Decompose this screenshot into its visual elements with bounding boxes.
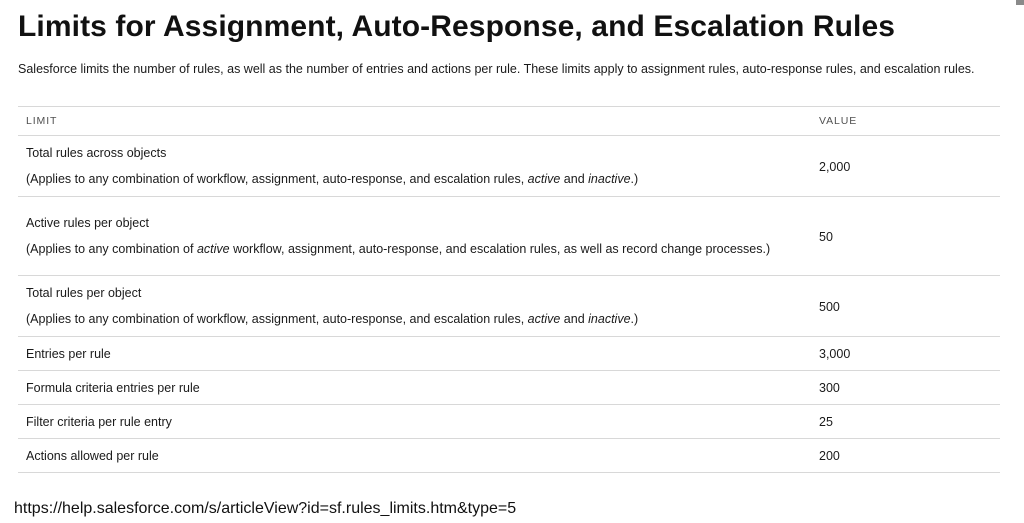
value-cell: 2,000 [811,136,1000,197]
limit-name: Active rules per object [26,216,149,230]
value-cell: 500 [811,276,1000,337]
table-row [18,371,1000,405]
table-row [18,439,1000,473]
note-text: (Applies to any combination of [26,242,197,256]
table-row [18,136,1000,197]
note-text: .) [630,312,639,326]
corner-mark [1016,0,1024,5]
note-text: and [560,312,589,326]
limit-name: Total rules per object [26,286,142,300]
limit-cell [18,136,811,197]
value-cell: 200 [811,439,1000,473]
limit-cell [18,276,811,337]
limits-table [18,106,1000,473]
table-row [18,337,1000,371]
value-cell: 300 [811,371,1000,405]
limit-name: Formula criteria entries per rule [18,371,811,405]
note-emphasis: active [527,172,561,186]
table-row [18,405,1000,439]
note-text: and [560,172,589,186]
value-cell: 25 [811,405,1000,439]
limit-note [26,311,811,328]
note-emphasis: inactive [588,312,631,326]
note-text: (Applies to any combination of workflow, assignment, auto-response, and escalation rules, [26,312,528,326]
note-text: workflow, assignment, auto-response, and escalation rules, as well as record change processes.) [229,242,771,256]
table-row [18,276,1000,337]
limit-name: Total rules across objects [26,146,167,160]
note-emphasis: active [196,242,230,256]
value-cell: 50 [811,197,1000,276]
note-emphasis: active [527,312,561,326]
column-header-limit: LIMIT [18,107,811,136]
limit-note [26,241,811,258]
limit-name: Filter criteria per rule entry [18,405,811,439]
source-url: https://help.salesforce.com/s/articleView?id=sf.rules_limits.htm&type=5 [14,500,517,517]
note-emphasis: inactive [588,172,631,186]
limit-name: Actions allowed per rule [18,439,811,473]
column-header-value: VALUE [811,107,1000,136]
value-cell: 3,000 [811,337,1000,371]
limit-note [26,171,811,188]
limit-name: Entries per rule [18,337,811,371]
intro-paragraph: Salesforce limits the number of rules, as well as the number of entries and actions per rule. These limits apply to assignment rules, auto-response rules, and escalation rules. [18,62,975,76]
note-text: .) [630,172,639,186]
page-title: Limits for Assignment, Auto-Response, and Escalation Rules [18,10,896,43]
table-row [18,197,1000,276]
limit-cell [18,197,811,276]
table-header-row [18,107,1000,136]
note-text: (Applies to any combination of workflow, assignment, auto-response, and escalation rules, [26,172,528,186]
